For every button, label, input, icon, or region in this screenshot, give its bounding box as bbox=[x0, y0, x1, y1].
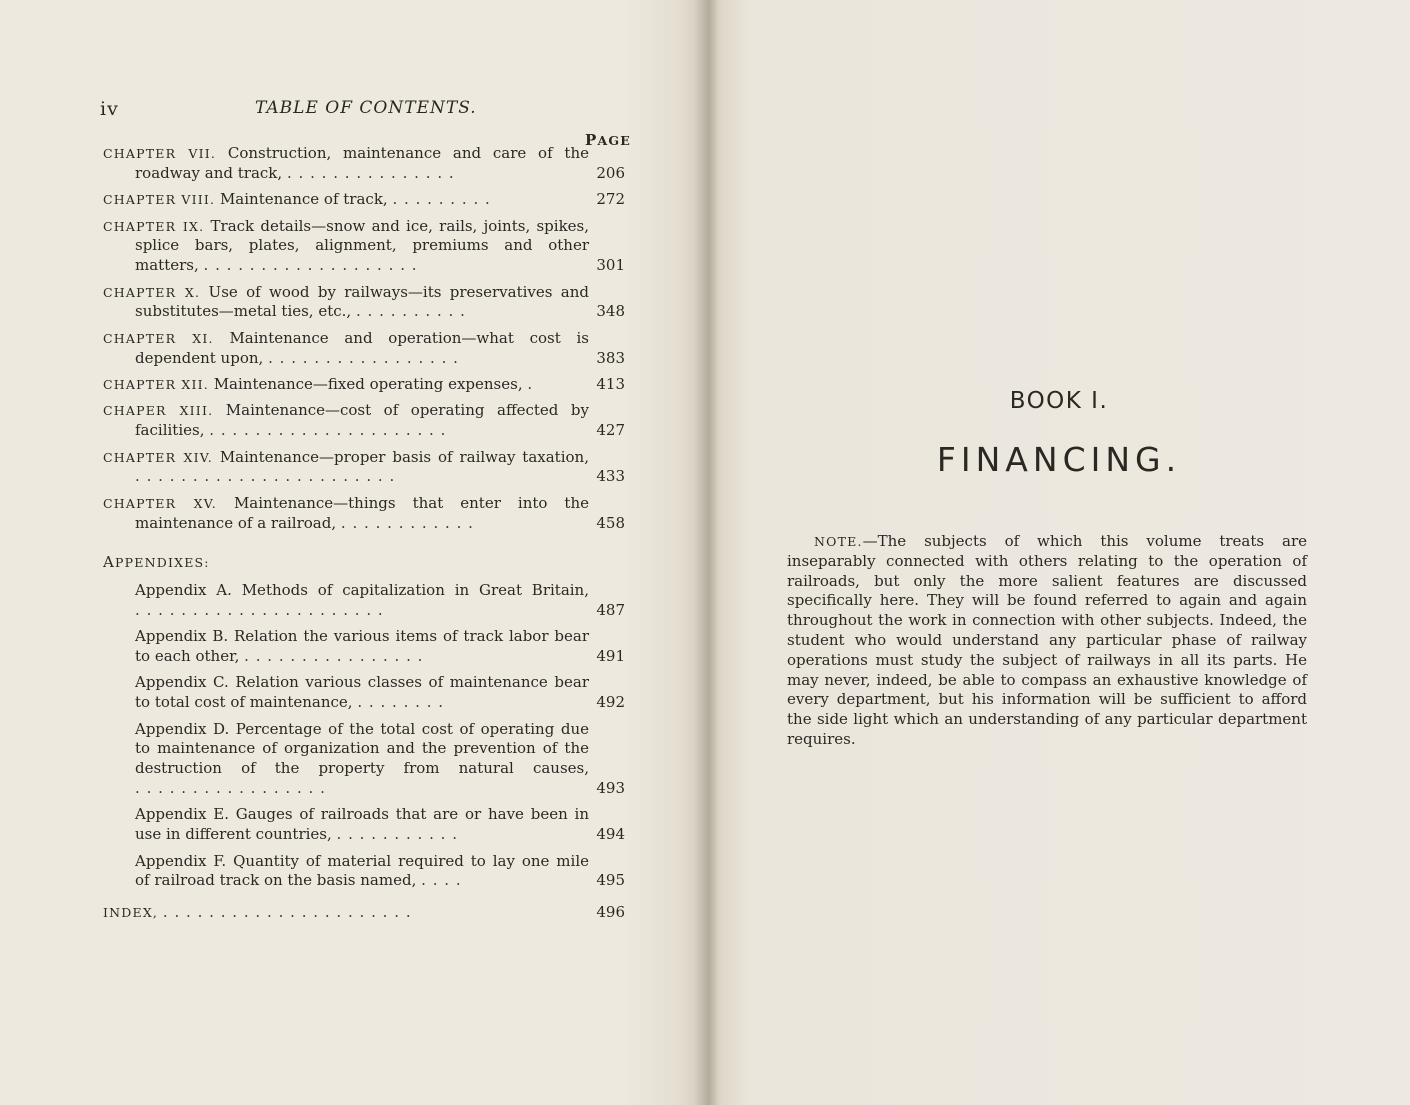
toc-entry-appendix-e bbox=[135, 805, 625, 845]
chapter-title: Construction, maintenance and care of the roadway and track, bbox=[135, 144, 589, 182]
appendix-label: Appendix E. bbox=[135, 805, 229, 824]
dot-leader: ................... bbox=[203, 256, 424, 275]
dot-leader: ................ bbox=[244, 647, 430, 666]
page-ref: 413 bbox=[596, 374, 625, 393]
page-number: iv bbox=[100, 98, 119, 120]
chapter-title: Maintenance—proper basis of railway taxation, bbox=[219, 447, 589, 466]
toc-entry-chapter-7 bbox=[103, 144, 625, 184]
right-page bbox=[708, 0, 1410, 1105]
appendix-label: Appendix D. bbox=[135, 719, 230, 738]
book-title: BOOK I. bbox=[1009, 388, 1109, 414]
toc-entry-chapter-15 bbox=[103, 494, 625, 534]
page-ref: 301 bbox=[596, 256, 625, 275]
toc-entry-chapter-11 bbox=[103, 329, 625, 369]
page-ref: 495 bbox=[596, 871, 625, 890]
running-head: TABLE OF CONTENTS. bbox=[255, 98, 477, 118]
note-paragraph bbox=[787, 532, 1307, 750]
page-ref: 206 bbox=[596, 163, 625, 182]
chapter-title: Use of wood by railways—its preservatives and substitutes—metal ties, etc., bbox=[135, 282, 590, 321]
chapter-title: Maintenance—fixed operating expenses, bbox=[213, 374, 523, 393]
appendix-title: Percentage of the total cost of operating due to maintenance of organization and the prevention of the destruction of the property from natural causes, bbox=[135, 719, 589, 778]
chapter-title: Maintenance—cost of operating affected by facilities, bbox=[135, 401, 589, 440]
page-ref: 348 bbox=[596, 302, 625, 321]
page-column-label: PAGE bbox=[585, 131, 631, 149]
dot-leader: ...................... bbox=[135, 600, 390, 619]
chapter-label: CHAPTER XII. bbox=[103, 376, 209, 392]
page-ref: 494 bbox=[596, 825, 625, 844]
toc-entry-chapter-12 bbox=[103, 375, 625, 395]
chapter-label: CHAPTER XIV. bbox=[103, 449, 213, 465]
dot-leader: ................. bbox=[268, 348, 465, 367]
toc-entry-chapter-8 bbox=[103, 190, 625, 210]
dot-leader: ............... bbox=[286, 163, 461, 182]
dot-leader: . bbox=[527, 374, 539, 393]
appendix-label: Appendix F. bbox=[135, 851, 227, 870]
chapter-label: CHAPTER XV. bbox=[103, 495, 217, 511]
page-ref: 427 bbox=[596, 421, 625, 440]
toc-entry-appendix-b bbox=[135, 627, 625, 667]
dot-leader: ................. bbox=[135, 779, 332, 798]
page-ref: 491 bbox=[596, 647, 625, 666]
appendix-title: Methods of capitalization in Great Britain, bbox=[241, 581, 589, 600]
toc-entry-appendix-d bbox=[135, 720, 625, 799]
dot-leader: .... bbox=[421, 871, 468, 890]
chapter-label: CHAPTER IX. bbox=[103, 218, 205, 234]
chapter-label: CHAPTER XI. bbox=[103, 330, 214, 346]
chapter-title: Maintenance and operation—what cost is dependent upon, bbox=[135, 328, 589, 367]
appendix-title: Relation the various items of track labor bear to each other, bbox=[135, 627, 589, 666]
dot-leader: ........... bbox=[336, 825, 464, 844]
appendix-title: Quantity of material required to lay one mile of railroad track on the basis named, bbox=[135, 851, 590, 890]
appendix-label: Appendix C. bbox=[135, 673, 229, 692]
appendix-title: Gauges of railroads that are or have been in use in different countries, bbox=[135, 805, 590, 844]
dot-leader: ....................... bbox=[135, 467, 402, 486]
dot-leader: ..................... bbox=[209, 421, 453, 440]
chapter-label: CHAPER XIII. bbox=[103, 403, 214, 419]
page-ref: 272 bbox=[596, 190, 625, 209]
chapter-title: Track details—snow and ice, rails, joints, spikes, splice bars, plates, alignment, premiums and other matters, bbox=[135, 216, 589, 275]
dot-leader: ............ bbox=[340, 513, 480, 532]
chapter-label: CHAPTER X. bbox=[103, 284, 201, 300]
toc-entry-chapter-10 bbox=[103, 283, 625, 323]
appendix-title: Relation various classes of maintenance bear to total cost of maintenance, bbox=[135, 673, 589, 712]
note-label: NOTE. bbox=[814, 534, 863, 549]
chapter-label: CHAPTER VII. bbox=[103, 146, 217, 161]
page-ref: 433 bbox=[596, 467, 625, 486]
appendix-label: Appendix A. bbox=[135, 581, 232, 600]
toc-entry-chapter-13 bbox=[103, 401, 625, 441]
toc-entry-index bbox=[103, 903, 625, 923]
chapter-title: Maintenance—things that enter into the maintenance of a railroad, bbox=[135, 493, 589, 532]
toc-entry-chapter-9 bbox=[103, 217, 625, 276]
appendix-label: Appendix B. bbox=[135, 627, 229, 646]
appendixes-heading: APPENDIXES: bbox=[103, 553, 210, 572]
chapter-label: CHAPTER VIII. bbox=[103, 192, 216, 208]
chapter-title: Maintenance of track, bbox=[219, 190, 388, 209]
page-ref: 458 bbox=[596, 513, 625, 532]
page-ref: 492 bbox=[596, 693, 625, 712]
table-of-contents bbox=[103, 144, 625, 930]
section-title: FINANCING. bbox=[936, 440, 1182, 479]
page-ref: 383 bbox=[596, 348, 625, 367]
toc-entry-appendix-c bbox=[135, 673, 625, 713]
index-label: INDEX, bbox=[103, 905, 159, 921]
toc-entry-appendix-f bbox=[135, 852, 625, 892]
note-text: —The subjects of which this volume treats are inseparably connected with others relating to the operation of railroads, but only the more salient features are discussed specifically here. They will be found referred to again and again throughout the work in connection with other subjects. Indeed, the student who would understand any particular phase of railway operations must study the subject of railways in all its parts. He may never, indeed, be able to compass an exhaustive knowledge of every department, but his information will be sufficient to afford the side light which an understanding of any particular department requires. bbox=[787, 532, 1307, 748]
toc-entry-chapter-14 bbox=[103, 448, 625, 488]
dot-leader: .......... bbox=[355, 302, 472, 321]
dot-leader: ...................... bbox=[162, 903, 418, 922]
dot-leader: ......... bbox=[392, 190, 497, 209]
page-ref: 487 bbox=[596, 600, 625, 619]
dot-leader: ........ bbox=[357, 693, 450, 712]
toc-entry-appendix-a bbox=[135, 581, 625, 621]
page-ref: 493 bbox=[596, 779, 625, 798]
page-ref: 496 bbox=[596, 903, 625, 922]
